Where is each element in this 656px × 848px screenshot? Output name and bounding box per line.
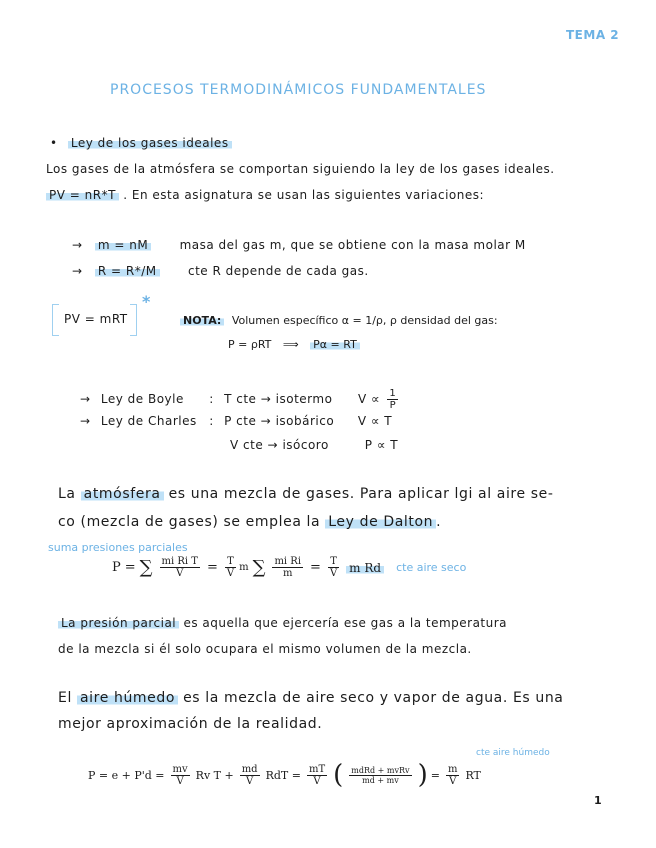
arrow-icon: → <box>267 438 279 452</box>
humid-air-equation <box>88 760 481 790</box>
nota <box>180 314 498 327</box>
paragraph-aire-humedo-line2: mejor aproximación de la realidad. <box>58 716 323 732</box>
nota-eq-a: P = ρRT <box>228 338 272 351</box>
fraction-numerator: mi Ri T <box>161 556 198 567</box>
fraction <box>307 764 327 787</box>
eq2-rt: RT <box>465 768 481 782</box>
law-row-boyle <box>80 388 401 411</box>
fraction-numerator: md <box>241 763 258 775</box>
text: co (mezcla de gases) se emplea la <box>58 514 321 530</box>
law-row-charles <box>80 414 392 428</box>
paragraph-presion-parcial-line2: de la mezcla si él solo ocupara el mismo volumen de la mezcla. <box>58 642 472 656</box>
section-ideal-gas-heading <box>50 136 232 150</box>
law-cond: V cte <box>230 438 264 452</box>
eq-p: P <box>112 560 121 575</box>
fraction-denominator: V <box>329 568 338 579</box>
fraction <box>171 764 190 787</box>
item-text: masa del gas m, que se obtiene con la masa molar M <box>179 238 526 252</box>
eq-equals: = <box>310 560 321 575</box>
law-sep: : <box>209 392 214 406</box>
note-cte-aire-seco: cte aire seco <box>396 561 467 574</box>
arrow-icon: → <box>260 392 272 406</box>
arrow-icon: → <box>72 238 83 252</box>
fraction <box>446 764 459 787</box>
arrow-icon: → <box>72 264 83 278</box>
sum-icon: ∑ <box>252 557 266 578</box>
page-title: PROCESOS TERMODINÁMICOS FUNDAMENTALES <box>110 82 487 98</box>
star-icon: * <box>142 292 151 311</box>
law-process: isobárico <box>275 414 335 428</box>
text: . <box>436 514 442 530</box>
paragraph-line-text: . En esta asignatura se usan las siguientes variaciones: <box>123 188 485 202</box>
highlight-aire-humedo: aire húmedo <box>77 690 178 706</box>
nota-label: NOTA: <box>180 314 224 327</box>
fraction <box>328 556 339 579</box>
fraction-denominator: V <box>226 568 235 579</box>
sum-icon: ∑ <box>139 557 153 578</box>
fraction-numerator: T <box>225 556 236 568</box>
fraction-denominator: V <box>176 775 184 787</box>
law-sep: : <box>209 414 214 428</box>
item-text: cte R depende de cada gas. <box>187 264 369 278</box>
highlight-ley-dalton: Ley de Dalton <box>325 514 436 530</box>
fraction-numerator: mdRd + mvRv <box>351 765 410 775</box>
nota-text: Volumen específico α = 1/ρ, ρ densidad del gas: <box>231 314 498 327</box>
fraction <box>272 556 303 579</box>
fraction-numerator: mT <box>308 763 326 775</box>
fraction-numerator: m <box>447 763 458 775</box>
fraction-denominator: P <box>389 400 397 411</box>
law-name: Ley de Charles <box>100 414 197 428</box>
tema-label: TEMA 2 <box>566 28 620 42</box>
paragraph-aire-humedo-line1 <box>58 690 563 706</box>
implies-arrow-icon: ⟹ <box>282 338 299 351</box>
law-row-isocoro <box>230 438 398 452</box>
highlight-atmosfera: atmósfera <box>81 486 164 502</box>
text: El <box>58 690 72 706</box>
fraction-numerator: T <box>328 556 339 568</box>
nota-eq-b: Pα = RT <box>310 338 360 351</box>
paragraph-dalton-line2 <box>58 514 441 530</box>
paragraph-line: Los gases de la atmósfera se comportan siguiendo la ley de los gases ideales. <box>46 162 555 176</box>
law-relation: P ∝ T <box>364 438 399 452</box>
paragraph-presion-parcial-line1 <box>58 616 507 630</box>
law-cond: T cte <box>224 392 257 406</box>
fraction-denominator: md + mv <box>362 775 399 785</box>
fraction-numerator: 1 <box>389 388 397 399</box>
eq2-rdt: RdT = <box>265 768 301 782</box>
arrow-icon: → <box>80 414 91 428</box>
paragraph-dalton-line1 <box>58 486 554 502</box>
nota-equation <box>228 338 360 351</box>
heading-text: Ley de los gases ideales <box>68 136 232 150</box>
fraction-denominator: V <box>449 775 457 787</box>
list-item <box>72 264 369 278</box>
fraction-numerator: mi Ri <box>274 556 302 567</box>
fraction-denominator: V <box>246 775 254 787</box>
paren-open: ( <box>333 760 344 790</box>
text: es una mezcla de gases. Para aplicar lgi al aire se- <box>168 486 554 502</box>
fraction-denominator: V <box>313 775 321 787</box>
law-process: isócoro <box>282 438 329 452</box>
bracket-right <box>130 304 137 336</box>
fraction-denominator: m <box>282 568 293 579</box>
eq-m: m <box>239 562 249 573</box>
eq-m-rd: m Rd <box>346 561 384 575</box>
page-number: 1 <box>594 794 602 807</box>
paren-close: ) <box>417 760 428 790</box>
eq2-rvt: Rv T + <box>195 768 234 782</box>
text: es aquella que ejercería ese gas a la temperatura <box>183 616 508 630</box>
text: La <box>58 486 76 502</box>
equation-pv-nrt: PV = nR*T <box>46 188 119 202</box>
arrow-icon: → <box>260 414 272 428</box>
law-relation: V ∝ <box>357 392 381 406</box>
law-relation-fraction <box>387 388 398 411</box>
fraction <box>349 766 411 785</box>
dalton-equation <box>112 556 466 579</box>
boxed-equation: PV = mRT <box>64 312 128 326</box>
eq-equals: = <box>124 560 136 575</box>
note-suma-presiones: suma presiones parciales <box>48 541 188 554</box>
paragraph-line <box>46 188 484 202</box>
law-cond: P cte <box>224 414 257 428</box>
eq2-equals: = <box>430 768 440 782</box>
fraction-denominator: V <box>176 568 184 579</box>
bracket-left <box>52 304 59 336</box>
bullet: • <box>50 136 58 150</box>
eq-equals: = <box>206 560 218 575</box>
fraction <box>160 556 200 579</box>
text: es la mezcla de aire seco y vapor de agua. Es una <box>183 690 564 706</box>
note-cte-aire-humedo: cte aire húmedo <box>476 748 550 758</box>
law-process: isotermo <box>275 392 333 406</box>
item-equation: m = nM <box>95 238 151 252</box>
eq2-lhs: P = e + P'd = <box>88 768 165 782</box>
law-relation: V ∝ T <box>357 414 393 428</box>
fraction-numerator: mv <box>172 763 188 775</box>
list-item <box>72 238 526 252</box>
fraction <box>225 556 236 579</box>
arrow-icon: → <box>80 392 91 406</box>
item-equation: R = R*/M <box>95 264 160 278</box>
law-name: Ley de Boyle <box>100 392 184 406</box>
highlight-presion-parcial: La presión parcial <box>58 616 179 630</box>
fraction <box>240 764 260 787</box>
